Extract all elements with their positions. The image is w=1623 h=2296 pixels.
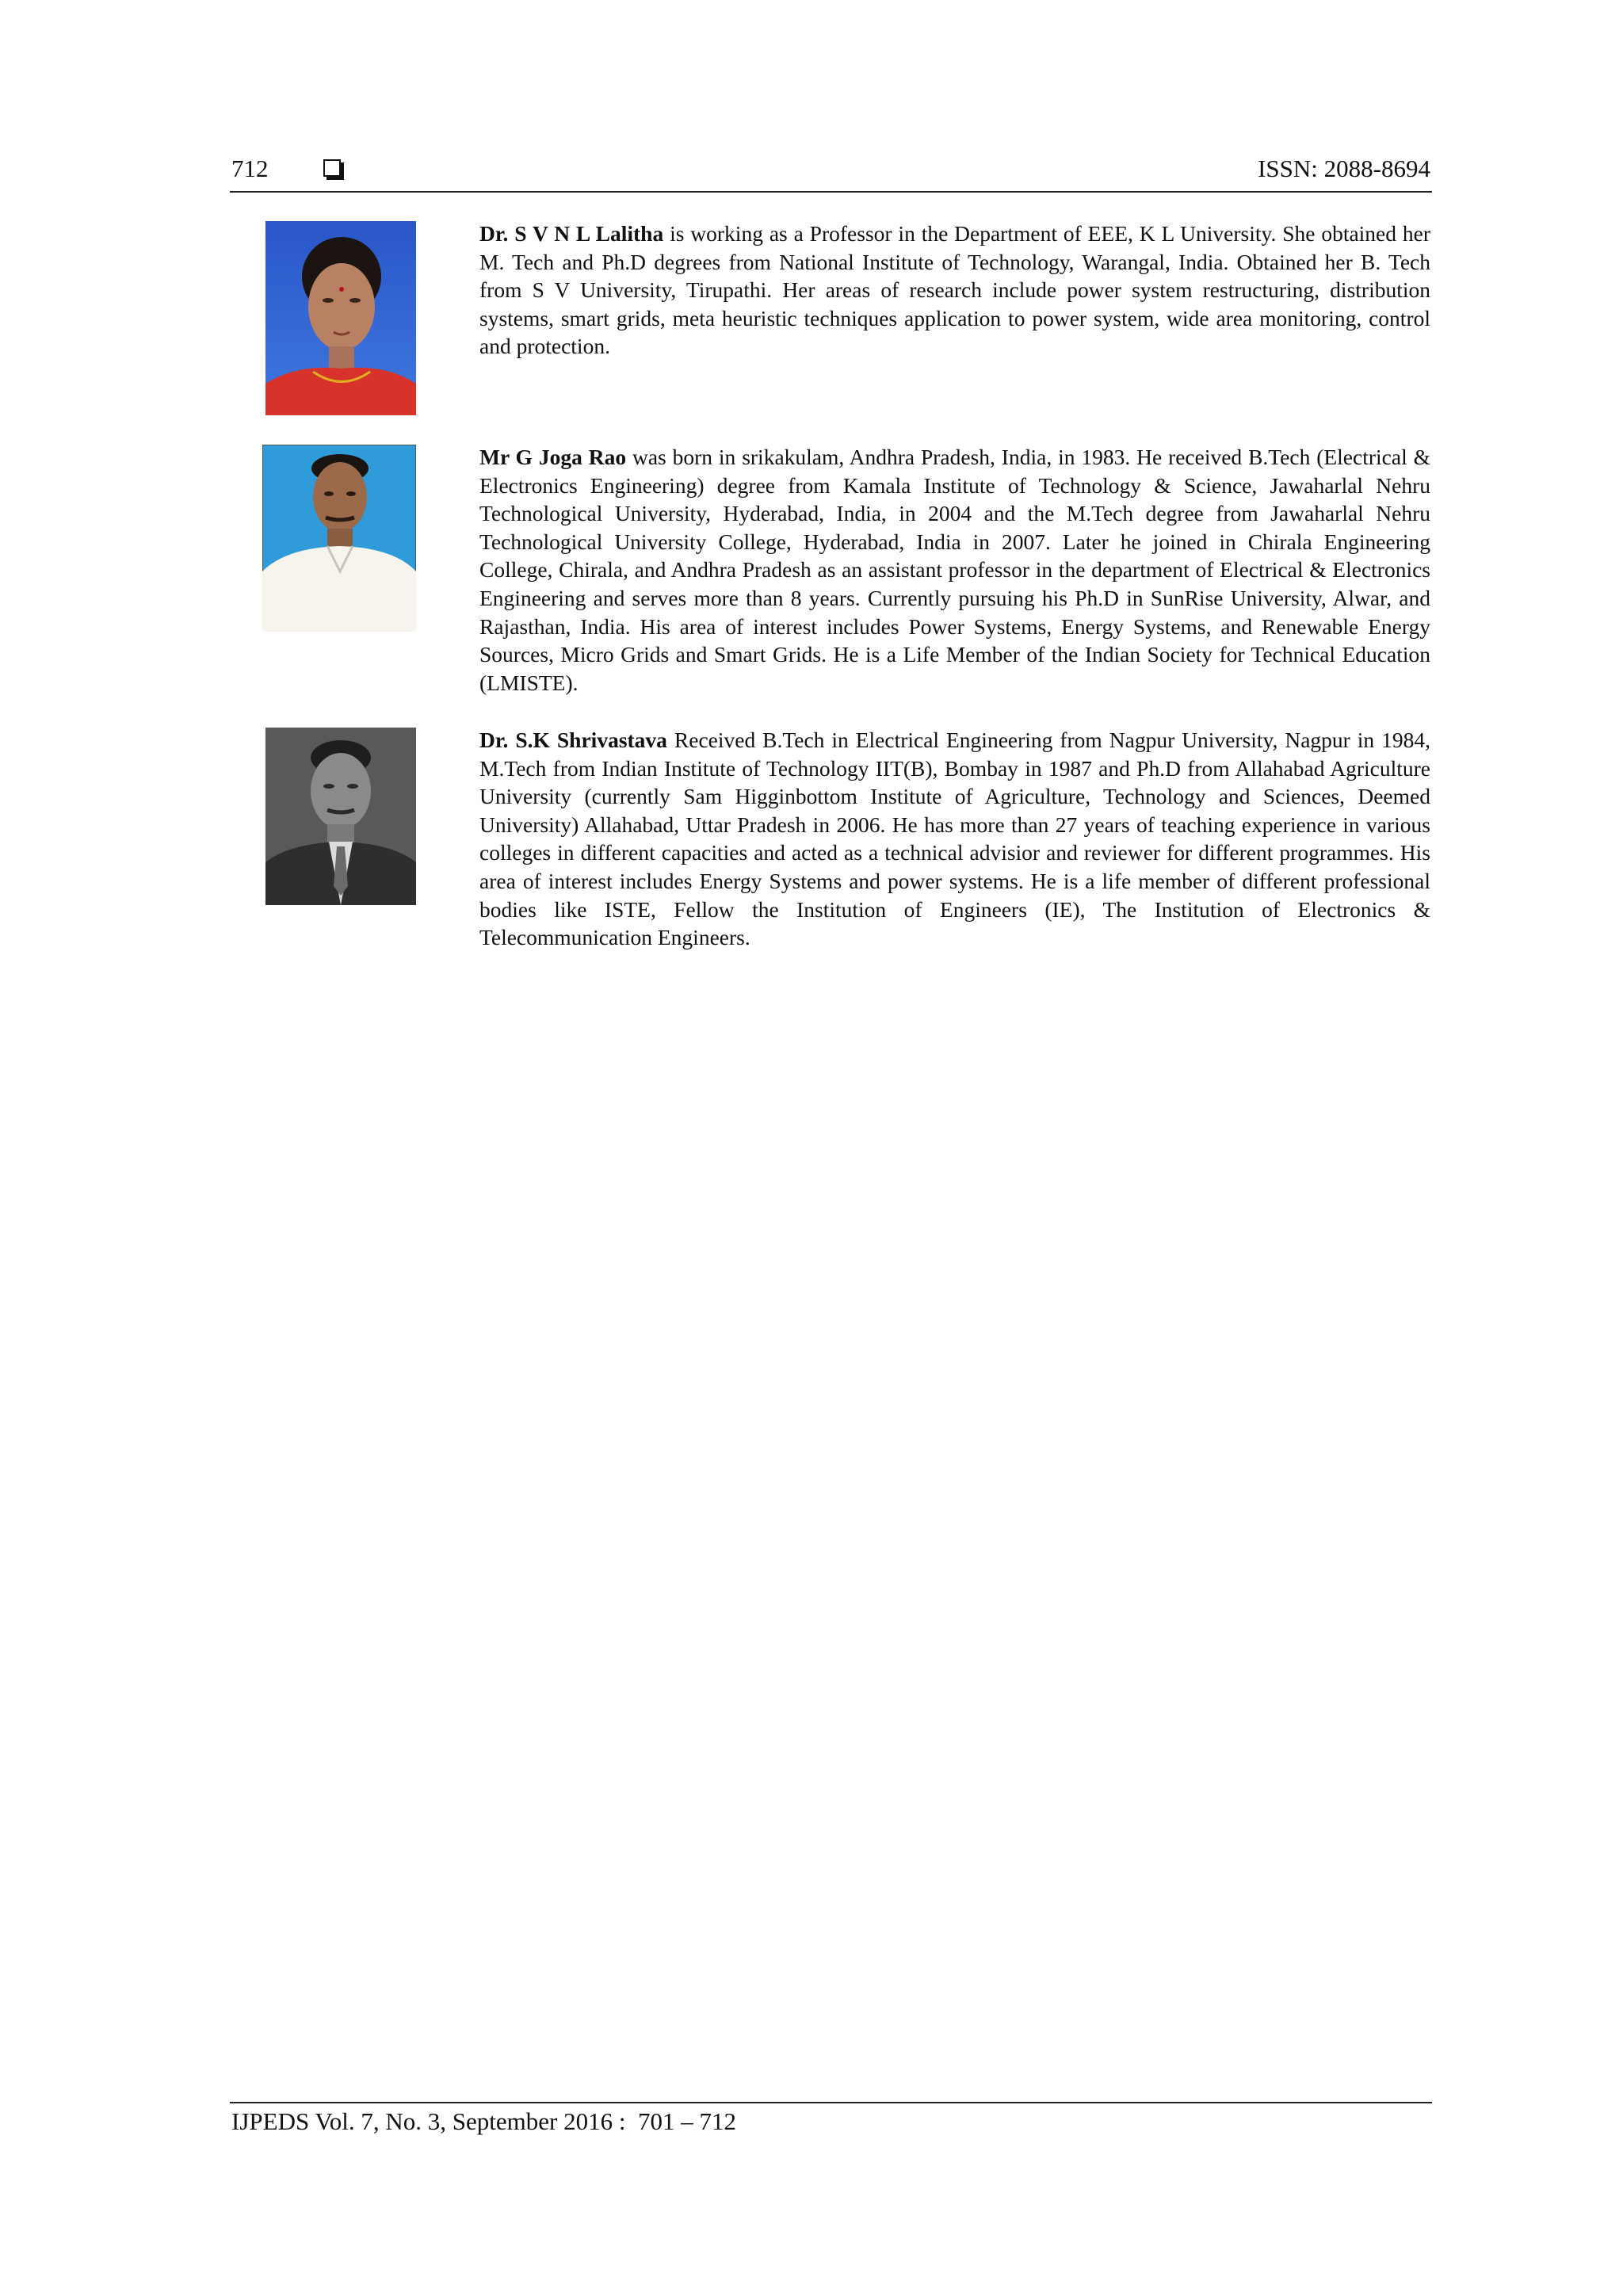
- author-photo: [265, 221, 416, 415]
- author-photo: [265, 728, 416, 905]
- journal-citation: IJPEDS Vol. 7, No. 3, September 2016 : 701 – 712: [231, 2107, 736, 2135]
- page-number: 712: [231, 155, 269, 182]
- bio-paragraph: [479, 726, 1430, 952]
- bio-paragraph: [479, 443, 1430, 697]
- author-name: Dr. S.K Shrivastava: [479, 728, 667, 752]
- author-name: Dr. S V N L Lalitha: [479, 221, 664, 246]
- author-name: Mr G Joga Rao: [479, 445, 627, 469]
- page-header: [230, 153, 1432, 193]
- author-photo: [262, 445, 416, 632]
- page-footer: [230, 2102, 1432, 2135]
- issn-label: ISSN: 2088-8694: [1258, 155, 1430, 182]
- checkbox-square-icon: [323, 159, 341, 177]
- bio-body: was born in srikakulam, Andhra Pradesh, India, in 1983. He received B.Tech (Electrical & Electronics Engineering) degree from Kamala Institute of Technology & Science, Jawaharlal Nehru Technological University, Hyderabad, India, in 2004 and the M.Tech degree from Jawaharlal Nehru Technological University College, Hyderabad, India in 2007. Later he joined in Chirala Engineering College, Chirala, and Andhra Pradesh as an assistant professor in the department of Electrical & Electronics Engineering and serves more than 8 years. Currently pursuing his Ph.D in SunRise University, Alwar, and Rajasthan, India. His area of interest includes Power Systems, Energy Systems, and Renewable Energy Sources, Micro Grids and Smart Grids. He is a Life Member of the Indian Society for Technical Education (LMISTE).: [479, 445, 1430, 695]
- bio-body: Received B.Tech in Electrical Engineering from Nagpur University, Nagpur in 1984, M.Tech from Indian Institute of Technology IIT(B), Bombay in 1987 and Ph.D from Allahabad Agriculture University (currently Sam Higginbottom Institute of Agriculture, Technology and Sciences, Deemed University) Allahabad, Uttar Pradesh in 2006. He has more than 27 years of teaching experience in various colleges in different capacities and acted as a technical advisior and reviewer for different programmes. His area of interest includes Energy Systems and power systems. He is a life member of different professional bodies like ISTE, Fellow the Institution of Engineers (IE), The Institution of Electronics & Telecommunication Engineers.: [479, 728, 1430, 950]
- bio-body: is working as a Professor in the Department of EEE, K L University. She obtained her M. Tech and Ph.D degrees from National Institute of Technology, Warangal, India. Obtained her B. Tech from S V University, Tirupathi. Her areas of research include power system restructuring, distribution systems, smart grids, meta heuristic techniques application to power system, wide area monitoring, control and protection.: [479, 221, 1430, 359]
- bio-paragraph: [479, 220, 1430, 361]
